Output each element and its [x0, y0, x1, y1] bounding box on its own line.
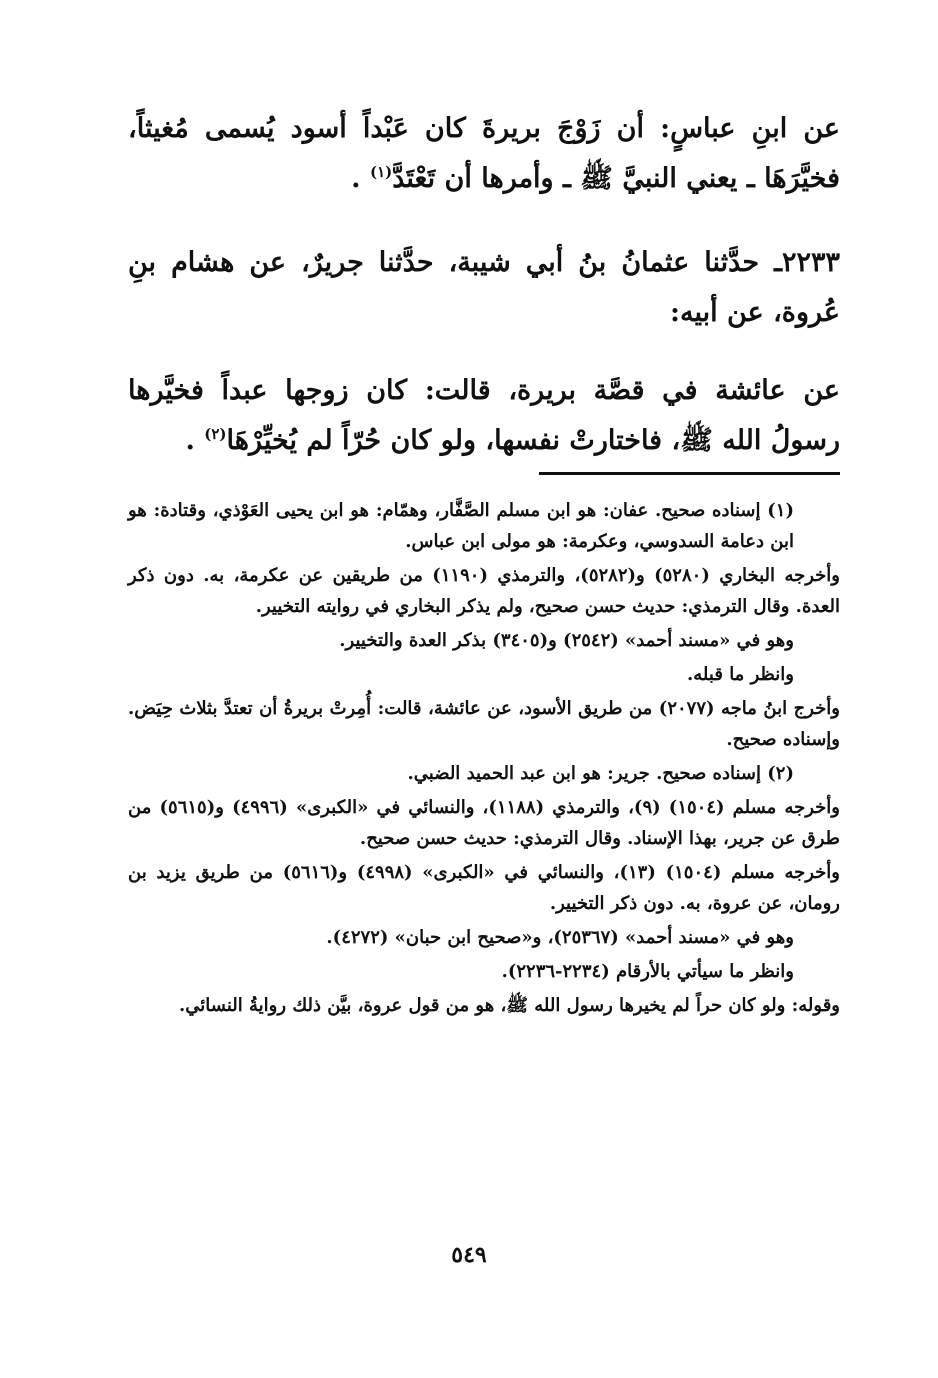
sentence-end: . — [351, 163, 361, 194]
hadith-body: عن عائشة في قصَّة بريرة، قالت: كان زوجها عبداً فخيَّرها رسولُ الله ﷺ، فاختارتْ نفسها، ولو كان حُرّاً لم يُخيِّرْهَا — [128, 375, 840, 456]
footnote-separator — [539, 472, 840, 475]
footnote-paragraph: وهو في «مسند أحمد» (٢٥٣٦٧)، و«صحيح ابن حبان» (٤٢٧٢). — [326, 927, 794, 948]
footnote-reference: (١) — [369, 163, 393, 181]
footnote-paragraph: (١) إسناده صحيح. عفان: هو ابن مسلم الصَّفَّار، وهمّام: هو ابن يحيى العَوْذي، وقتادة: هو ابن دعامة السدوسي، وعكرمة: هو مولى ابن عباس. — [128, 500, 794, 552]
footnote-paragraph: وأخرجه مسلم (١٥٠٤) (٩)، والترمذي (١١٨٨)، والنسائي في «الكبرى» (٤٩٩٦) و(٥٦١٥) من طرق عن جرير، بهذا الإسناد. وقال الترمذي: حديث حسن صحيح. — [128, 797, 840, 849]
footnote-paragraph: (٢) إسناده صحيح. جرير: هو ابن عبد الحميد الضبي. — [407, 763, 794, 784]
footnote-paragraph: وأخرج ابنُ ماجه (٢٠٧٧) من طريق الأسود، عن عائشة، قالت: أُمِرتْ بريرةُ أن تعتدَّ بثلاث حِيَض. وإسناده صحيح. — [128, 698, 841, 750]
footnotes — [128, 495, 840, 1021]
footnote-reference: (٢) — [204, 425, 227, 443]
sentence-end: . — [185, 425, 195, 456]
main-text — [128, 104, 840, 466]
footnote-paragraph: وأخرجه مسلم (١٥٠٤) (١٣)، والنسائي في «الكبرى» (٤٩٩٨) و(٥٦١٦) من طريق يزيد بن رومان، عن عروة، به. دون ذكر التخيير. — [128, 862, 840, 914]
footnote-paragraph: وانظر ما قبله. — [687, 664, 794, 685]
footnote-paragraph: وأخرجه البخاري (٥٢٨٠) و(٥٢٨٢)، والترمذي (١١٩٠) من طريقين عن عكرمة، به. دون ذكر العدة. وقال الترمذي: حديث حسن صحيح، ولم يذكر البخاري في روايته التخيير. — [128, 565, 840, 617]
page-number: ٥٤٩ — [451, 1242, 487, 1268]
footnote-paragraph: وهو في «مسند أحمد» (٢٥٤٢) و(٣٤٠٥) بذكر العدة والتخيير. — [339, 630, 794, 651]
footnote-paragraph: وانظر ما سيأتي بالأرقام (٢٢٣٤-٢٢٣٦). — [501, 961, 794, 982]
footnote-paragraph: وقوله: ولو كان حراً لم يخيرها رسول الله ﷺ، هو من قول عروة، بيَّن ذلك روايةُ النسائي. — [179, 995, 840, 1016]
hadith-text — [128, 366, 840, 466]
hadith-text — [128, 104, 840, 204]
isnad-chain: ٢٢٣٣ـ حدَّثنا عثمانُ بنُ أبي شيبة، حدَّثنا جريرٌ، عن هشام بنِ عُروة، عن أبيه: — [128, 247, 840, 328]
hadith-body: عن ابنِ عباسٍ: أن زَوْجَ بريرةَ كان عَبْداً أسود يُسمى مُغيثاً، فخيَّرَهَا ـ يعني النبيَّ ﷺ ـ وأمرها أن تَعْتَدَّ — [128, 113, 840, 194]
